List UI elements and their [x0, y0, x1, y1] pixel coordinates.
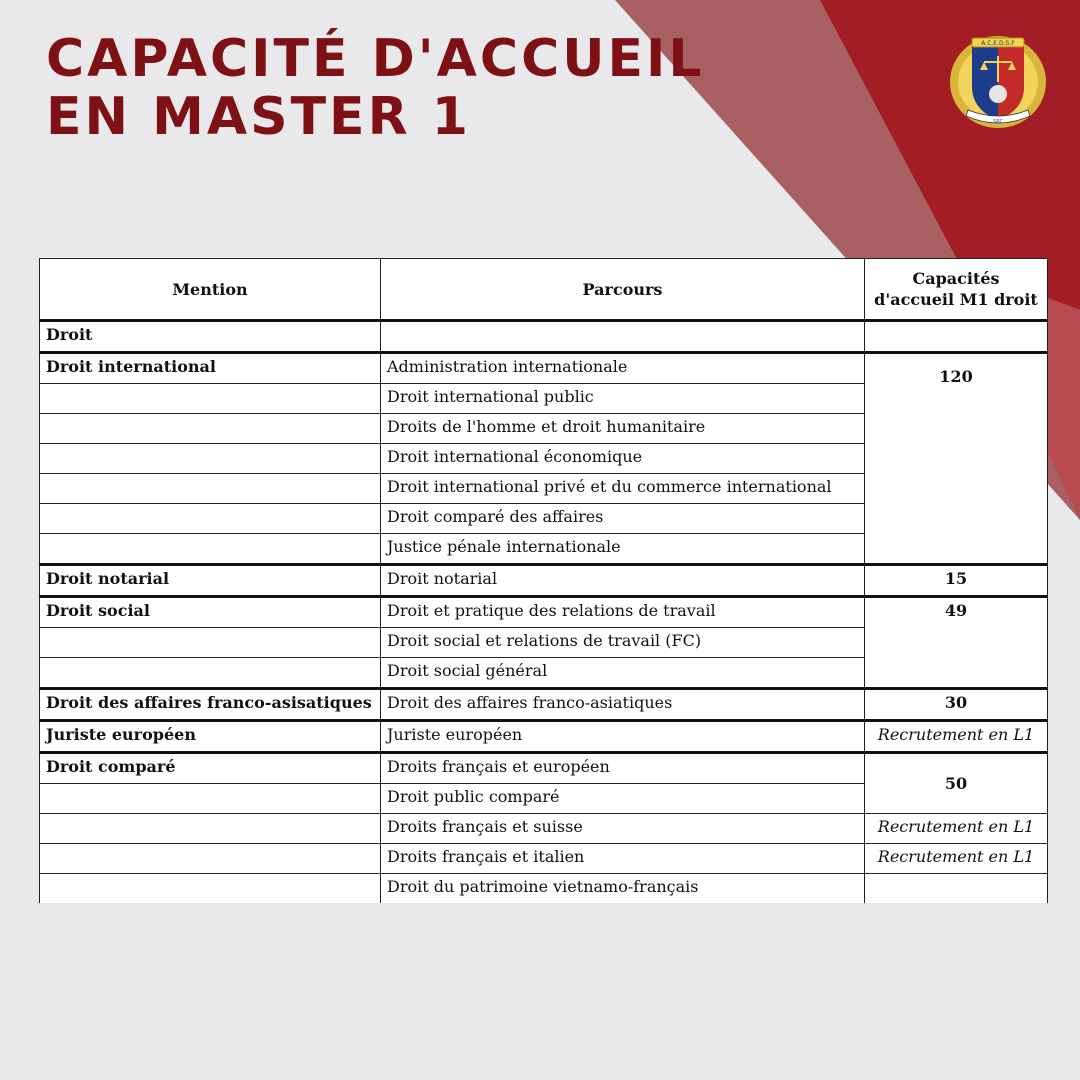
parcours-cell: Droits français et européen: [381, 753, 865, 784]
mention-cell: Juriste européen: [40, 721, 381, 753]
mention-cell: Droit social: [40, 597, 381, 628]
title-line-1: CAPACITÉ D'ACCUEIL: [46, 29, 705, 89]
table-row: [40, 321, 1048, 353]
capacite-cell: Recrutement en L1: [865, 814, 1048, 844]
mention-cell: Droit comparé: [40, 753, 381, 784]
mention-cell: [40, 384, 381, 414]
capacite-cell: 15: [865, 565, 1048, 597]
mention-cell: [40, 814, 381, 844]
mention-cell: [40, 844, 381, 874]
capacite-cell: 30: [865, 689, 1048, 721]
parcours-cell: Droit international privé et du commerce international: [381, 474, 865, 504]
logo-text-top: A.C.E.D.S.F: [981, 40, 1015, 47]
mention-cell: [40, 784, 381, 814]
parcours-cell: Droit comparé des affaires: [381, 504, 865, 534]
table-row: [40, 844, 1048, 874]
mention-cell: [40, 414, 381, 444]
capacite-cell: Recrutement en L1: [865, 721, 1048, 753]
mention-cell: Droit: [40, 321, 381, 353]
acedsf-crest-icon: [946, 24, 1050, 132]
parcours-cell: Droit international public: [381, 384, 865, 414]
mention-cell: Droit des affaires franco-asisatiques: [40, 689, 381, 721]
parcours-cell: Droit social et relations de travail (FC): [381, 628, 865, 658]
page-title: [46, 30, 704, 146]
mention-cell: [40, 474, 381, 504]
mention-cell: [40, 628, 381, 658]
parcours-cell: Droits français et italien: [381, 844, 865, 874]
table-row: [40, 753, 1048, 784]
capacite-cell: 49: [865, 597, 1048, 689]
capacite-cell: 120: [865, 353, 1048, 565]
table-row: [40, 353, 1048, 384]
parcours-cell: Juriste européen: [381, 721, 865, 753]
parcours-cell: Droit des affaires franco-asiatiques: [381, 689, 865, 721]
header-capacite: Capacités d'accueil M1 droit: [865, 259, 1048, 321]
mention-cell: Droit notarial: [40, 565, 381, 597]
table-row: [40, 874, 1048, 904]
table-row: [40, 814, 1048, 844]
table-header-row: [40, 259, 1048, 321]
mention-cell: [40, 444, 381, 474]
parcours-cell: Droits français et suisse: [381, 814, 865, 844]
parcours-cell: Droit du patrimoine vietnamo-français: [381, 874, 865, 904]
parcours-cell: Droit notarial: [381, 565, 865, 597]
capacite-cell: 50: [865, 753, 1048, 814]
mention-cell: Droit international: [40, 353, 381, 384]
table-row: [40, 721, 1048, 753]
mention-cell: [40, 534, 381, 565]
header-parcours: Parcours: [381, 259, 865, 321]
table-row: [40, 565, 1048, 597]
parcours-cell: Administration internationale: [381, 353, 865, 384]
logo-text-bottom: SRC: [993, 119, 1003, 125]
table-row: [40, 597, 1048, 628]
header-mention: Mention: [40, 259, 381, 321]
mention-cell: [40, 874, 381, 904]
capacite-cell: Recrutement en L1: [865, 844, 1048, 874]
mention-cell: [40, 658, 381, 689]
parcours-cell: Justice pénale internationale: [381, 534, 865, 565]
capacite-cell: [865, 321, 1048, 353]
mention-cell: [40, 504, 381, 534]
parcours-cell: Droit public comparé: [381, 784, 865, 814]
title-line-2: EN MASTER 1: [46, 87, 471, 147]
capacity-table: [39, 258, 1048, 903]
capacite-cell: [865, 874, 1048, 904]
table-row: [40, 689, 1048, 721]
parcours-cell: [381, 321, 865, 353]
parcours-cell: Droit international économique: [381, 444, 865, 474]
parcours-cell: Droit social général: [381, 658, 865, 689]
parcours-cell: Droit et pratique des relations de travail: [381, 597, 865, 628]
parcours-cell: Droits de l'homme et droit humanitaire: [381, 414, 865, 444]
